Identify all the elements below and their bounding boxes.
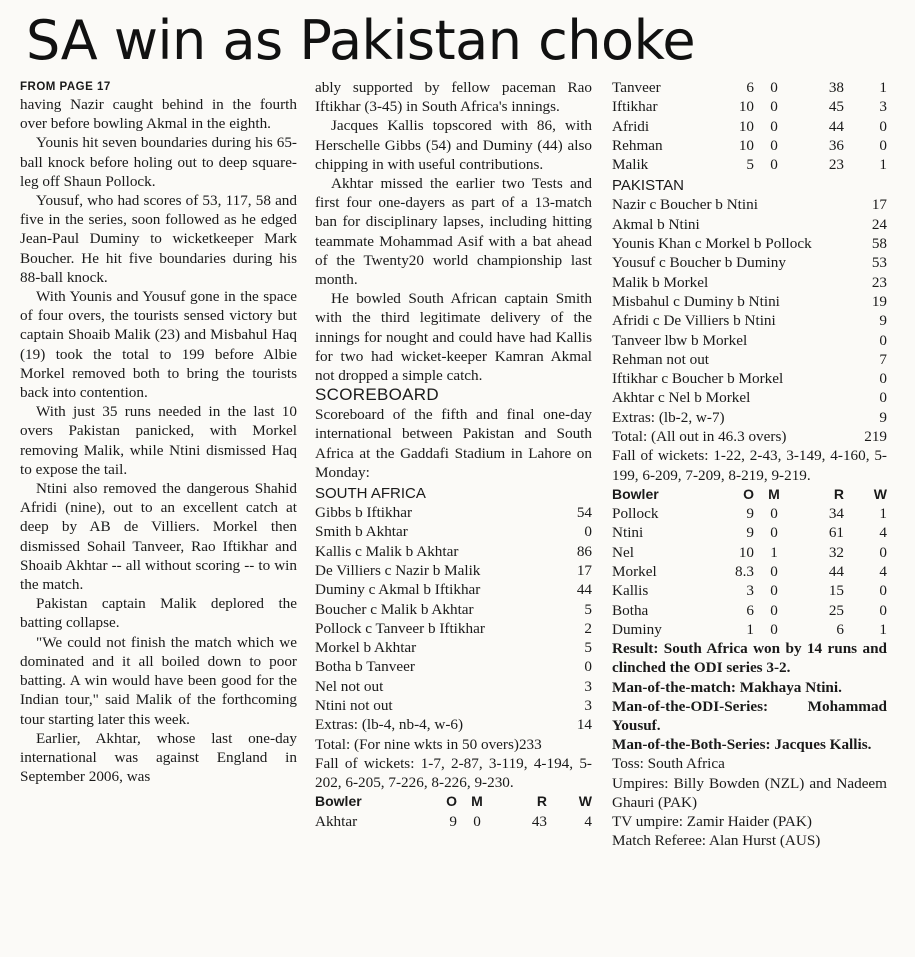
bowler-name: Pollock (612, 505, 659, 523)
bowler-name: Duminy (612, 620, 662, 638)
wickets-header: W (873, 485, 887, 502)
bowler-overs: 6 (746, 79, 754, 96)
bowler-wickets: 0 (879, 601, 887, 619)
batting-row (315, 542, 592, 561)
bowler-runs: 34 (828, 505, 844, 523)
article-column-2 (315, 78, 592, 831)
bowler-name: Akhtar (315, 812, 358, 830)
bowler-name: Morkel (612, 562, 657, 580)
bowler-overs: 9 (449, 812, 457, 830)
batsman-runs: 86 (576, 542, 592, 560)
bowling-row (612, 523, 887, 542)
bowler-maidens: 0 (770, 582, 778, 600)
bowler-maidens: 0 (770, 620, 778, 638)
bowler-name: Nel (612, 543, 634, 561)
batting-row (612, 311, 887, 330)
paragraph: Earlier, Akhtar, whose last one-day international was against England in September 2006, was (20, 729, 297, 786)
bowler-overs: 10 (738, 136, 754, 154)
paragraph: With just 35 runs needed in the last 10 overs Pakistan panicked, with Morkel removing Malik, while Ntini dismissed Haq to expose the tail. (20, 403, 297, 478)
bowler-name: Tanveer (612, 79, 661, 96)
man-of-the-series: Man-of-the-ODI-Series: Mohammad Yousuf. (612, 697, 887, 734)
bowler-header: Bowler (612, 485, 659, 502)
bowler-overs: 8.3 (735, 562, 754, 580)
batsman-runs: 17 (576, 561, 592, 579)
total-runs: 219 (864, 428, 887, 446)
umpires: Umpires: Billy Bowden (NZL) and Nadeem Ghauri (PAK) (612, 774, 887, 811)
bowler-wickets: 1 (879, 156, 887, 174)
batting-row (315, 715, 592, 734)
bowler-name: Malik (612, 156, 649, 174)
team-heading-pakistan: PAKISTAN (612, 177, 684, 195)
bowling-header-row (315, 792, 592, 811)
bowler-wickets: 4 (879, 524, 887, 542)
batsman-runs: 2 (584, 619, 592, 637)
batting-row (315, 677, 592, 696)
batsman-dismissal: Ntini not out (315, 697, 393, 715)
batting-row (612, 350, 887, 369)
bowling-header-row (612, 485, 887, 504)
bowler-overs: 10 (738, 98, 754, 116)
pakistan-bowling-table (315, 792, 592, 831)
batsman-runs: 7 (879, 350, 887, 368)
batsman-runs: 54 (576, 504, 592, 522)
bowler-name: Rehman (612, 136, 663, 154)
bowler-overs: 10 (738, 117, 754, 135)
bowler-overs: 9 (746, 505, 754, 523)
bowler-maidens: 0 (770, 505, 778, 523)
bowler-runs: 36 (828, 136, 844, 154)
batting-row (315, 696, 592, 715)
paragraph: Jacques Kallis topscored with 86, with Herschelle Gibbs (54) and Duminy (44) also chipping in with useful contributions. (315, 117, 592, 173)
bowler-wickets: 0 (879, 582, 887, 600)
batting-row (315, 503, 592, 522)
batsman-runs: 19 (871, 292, 887, 310)
bowler-wickets: 0 (879, 117, 887, 135)
bowler-overs: 1 (746, 620, 754, 638)
pakistan-batting-table (612, 195, 887, 446)
batting-row (315, 619, 592, 638)
batting-row (612, 234, 887, 253)
batting-row (612, 292, 887, 311)
bowling-row (612, 581, 887, 600)
maidens-header: M (471, 793, 483, 810)
runs-header: R (536, 793, 547, 810)
bowler-name: Ntini (612, 524, 644, 542)
bowler-maidens: 0 (473, 812, 481, 830)
batting-row (612, 273, 887, 292)
batting-row (315, 600, 592, 619)
scoreboard-intro: Scoreboard of the fifth and final one-day international between Pakistan and South Africa at the Gaddafi Stadium in Lahore on Monday: (315, 406, 592, 481)
bowler-runs: 23 (828, 156, 844, 174)
batting-row (612, 331, 887, 350)
batting-row (315, 638, 592, 657)
paragraph: Younis hit seven boundaries during his 65-ball knock before holing out to deep square-leg off Shaun Pollock. (20, 134, 297, 190)
batsman-dismissal: Akhtar c Nel b Morkel (612, 389, 751, 407)
batsman-runs: 17 (871, 196, 887, 214)
scoreboard-column-3 (612, 78, 887, 850)
bowling-row (612, 504, 887, 523)
bowler-header: Bowler (315, 793, 362, 810)
bowling-row (612, 78, 887, 97)
bowler-overs: 10 (738, 543, 754, 561)
article-column-1 (20, 80, 297, 786)
batsman-runs: 58 (871, 235, 887, 253)
batsman-dismissal: De Villiers c Nazir b Malik (315, 561, 481, 579)
paragraph: Pakistan captain Malik deplored the batting collapse. (20, 595, 297, 632)
man-of-the-match: Man-of-the-match: Makhaya Ntini. (612, 678, 842, 696)
batsman-dismissal: Botha b Tanveer (315, 658, 415, 676)
bowling-row (612, 117, 887, 136)
bowler-runs: 38 (828, 79, 844, 96)
batsman-runs: 24 (871, 215, 887, 233)
overs-header: O (743, 485, 754, 502)
bowler-maidens: 0 (770, 136, 778, 154)
team-heading-south-africa: SOUTH AFRICA (315, 485, 426, 503)
batsman-runs: 44 (576, 581, 592, 599)
batsman-dismissal: Duminy c Akmal b Iftikhar (315, 581, 481, 599)
batsman-dismissal: Nazir c Boucher b Ntini (612, 196, 758, 214)
bowling-row (612, 601, 887, 620)
headline: SA win as Pakistan choke (26, 9, 696, 72)
batsman-runs: 0 (879, 331, 887, 349)
bowler-maidens: 0 (770, 562, 778, 580)
paragraph: having Nazir caught behind in the fourth over before bowling Akmal in the eighth. (20, 96, 297, 133)
batting-row (612, 195, 887, 214)
batsman-dismissal: Kallis c Malik b Akhtar (315, 542, 459, 560)
overs-header: O (446, 793, 457, 810)
bowler-runs: 43 (531, 812, 547, 830)
paragraph: Yousuf, who had scores of 53, 117, 58 and five in the series, soon followed as he edged Jean-Paul Duminy to wicketkeeper Mark Boucher. He hit five boundaries during his 88-ball knock. (20, 192, 297, 286)
batsman-runs: 53 (871, 254, 887, 272)
bowler-wickets: 0 (879, 543, 887, 561)
bowler-overs: 9 (746, 524, 754, 542)
bowler-name: Kallis (612, 582, 649, 600)
match-referee: Match Referee: Alan Hurst (AUS) (612, 832, 821, 850)
bowler-maidens: 0 (770, 601, 778, 619)
total-label: Total: (All out in 46.3 overs) (612, 428, 787, 446)
bowling-row (612, 543, 887, 562)
man-of-both-series: Man-of-the-Both-Series: Jacques Kallis. (612, 736, 872, 754)
bowler-overs: 3 (746, 582, 754, 600)
south-africa-batting-table (315, 503, 592, 735)
paragraph: Akhtar missed the earlier two Tests and first four one-dayers as part of a 13-match ban for disciplinary lapses, including hitting teammate Mohammad Asif with a bat ahead of the Twenty20 world championship last month. (315, 175, 592, 289)
bowling-row (612, 136, 887, 155)
bowler-wickets: 1 (879, 505, 887, 523)
bowler-runs: 61 (828, 524, 844, 542)
bowling-row (612, 97, 887, 116)
paragraph: With Younis and Yousuf gone in the space of four overs, the tourists sensed victory but captain Shoaib Malik (23) and Misbahul Haq (19) took the total to 199 before Albie Morkel removed both to bring the tourists back into contention. (20, 288, 297, 402)
bowler-wickets: 4 (584, 812, 592, 830)
bowler-wickets: 4 (879, 562, 887, 580)
bowling-row (612, 562, 887, 581)
batsman-dismissal: Tanveer lbw b Morkel (612, 331, 748, 349)
bowler-name: Iftikhar (612, 98, 658, 116)
batsman-dismissal: Malik b Morkel (612, 273, 709, 291)
bowler-maidens: 0 (770, 98, 778, 116)
scoreboard-heading: SCOREBOARD (315, 385, 439, 405)
batsman-runs: 0 (879, 389, 887, 407)
batsman-dismissal: Pollock c Tanveer b Iftikhar (315, 619, 485, 637)
batsman-runs: 9 (879, 408, 887, 426)
bowler-runs: 25 (828, 601, 844, 619)
batsman-dismissal: Extras: (lb-2, w-7) (612, 408, 725, 426)
bowler-runs: 44 (828, 117, 844, 135)
bowler-runs: 45 (828, 98, 844, 116)
batsman-runs: 14 (576, 716, 592, 734)
batting-row (612, 408, 887, 427)
continued-from-label: FROM PAGE 17 (20, 81, 111, 93)
runs-header: R (833, 485, 844, 502)
batsman-dismissal: Boucher c Malik b Akhtar (315, 600, 474, 618)
bowler-maidens: 0 (770, 524, 778, 542)
bowling-row (315, 812, 592, 831)
batsman-dismissal: Younis Khan c Morkel b Pollock (612, 235, 812, 253)
batsman-runs: 5 (584, 600, 592, 618)
paragraph: He bowled South African captain Smith with the third legitimate delivery of the innings for nought and could have had Kallis for two had wicket-keeper Kamran Akmal not dropped a simple catch. (315, 290, 592, 385)
batting-row (315, 657, 592, 676)
batting-row (315, 580, 592, 599)
bowler-maidens: 1 (770, 543, 778, 561)
batting-row (612, 369, 887, 388)
batting-row (315, 561, 592, 580)
bowler-name: Botha (612, 601, 649, 619)
fall-of-wickets: Fall of wickets: 1-22, 2-43, 3-149, 4-160, 5-199, 6-209, 7-209, 8-219, 9-219. (612, 447, 887, 484)
total-line: Total: (For nine wkts in 50 overs)233 (315, 735, 542, 753)
bowler-wickets: 0 (879, 136, 887, 154)
bowler-overs: 6 (746, 601, 754, 619)
batsman-runs: 3 (584, 677, 592, 695)
bowler-wickets: 3 (879, 98, 887, 116)
south-africa-bowling-table (612, 485, 887, 639)
batsman-dismissal: Afridi c De Villiers b Ntini (612, 312, 776, 330)
batting-row (612, 253, 887, 272)
batsman-dismissal: Yousuf c Boucher b Duminy (612, 254, 786, 272)
batting-row (612, 388, 887, 407)
batsman-runs: 3 (584, 697, 592, 715)
paragraph: "We could not finish the match which we dominated and it all boiled down to poor batting. A win would have been good for the Indian tour," said Malik of the forthcoming tour starting later this week. (20, 633, 297, 728)
wickets-header: W (578, 793, 592, 810)
batsman-runs: 23 (871, 273, 887, 291)
bowling-row (612, 155, 887, 174)
pakistan-bowling-table-continued (612, 78, 887, 174)
result-line: Result: South Africa won by 14 runs and clinched the ODI series 3-2. (612, 640, 887, 677)
tv-umpire: TV umpire: Zamir Haider (PAK) (612, 812, 812, 830)
batsman-dismissal: Gibbs b Iftikhar (315, 504, 413, 522)
batting-row (612, 215, 887, 234)
bowler-maidens: 0 (770, 156, 778, 174)
batsman-runs: 0 (584, 523, 592, 541)
total-row (612, 427, 887, 446)
batsman-dismissal: Nel not out (315, 677, 384, 695)
bowler-wickets: 1 (879, 620, 887, 638)
maidens-header: M (768, 485, 780, 502)
batsman-runs: 9 (879, 312, 887, 330)
batsman-dismissal: Iftikhar c Boucher b Morkel (612, 370, 784, 388)
bowler-runs: 44 (828, 562, 844, 580)
fall-of-wickets: Fall of wickets: 1-7, 2-87, 3-119, 4-194, 5-202, 6-205, 7-226, 8-226, 9-230. (315, 754, 592, 792)
paragraph: Ntini also removed the dangerous Shahid Afridi (nine), out to an excellent catch at deep by AB de Villiers. Morkel then dismissed Sohail Tanveer, Rao Iftikhar and Shoaib Akhtar -- all without scoring -- to win the match. (20, 480, 297, 594)
bowler-runs: 15 (828, 582, 844, 600)
paragraph: ably supported by fellow paceman Rao Iftikhar (3-45) in South Africa's innings. (315, 79, 592, 116)
batsman-runs: 0 (584, 658, 592, 676)
batsman-dismissal: Smith b Akhtar (315, 523, 408, 541)
toss: Toss: South Africa (612, 755, 725, 773)
bowler-name: Afridi (612, 117, 650, 135)
batsman-runs: 0 (879, 370, 887, 388)
batsman-dismissal: Morkel b Akhtar (315, 639, 417, 657)
bowler-runs: 6 (836, 620, 844, 638)
bowler-overs: 5 (746, 156, 754, 174)
bowler-maidens: 0 (770, 117, 778, 135)
bowler-maidens: 0 (770, 79, 778, 96)
bowler-runs: 32 (828, 543, 844, 561)
batting-row (315, 522, 592, 541)
bowling-row (612, 620, 887, 639)
batsman-dismissal: Akmal b Ntini (612, 215, 700, 233)
batsman-runs: 5 (584, 639, 592, 657)
batsman-dismissal: Misbahul c Duminy b Ntini (612, 292, 780, 310)
batsman-dismissal: Rehman not out (612, 350, 710, 368)
batsman-dismissal: Extras: (lb-4, nb-4, w-6) (315, 716, 464, 734)
bowler-wickets: 1 (879, 79, 887, 96)
